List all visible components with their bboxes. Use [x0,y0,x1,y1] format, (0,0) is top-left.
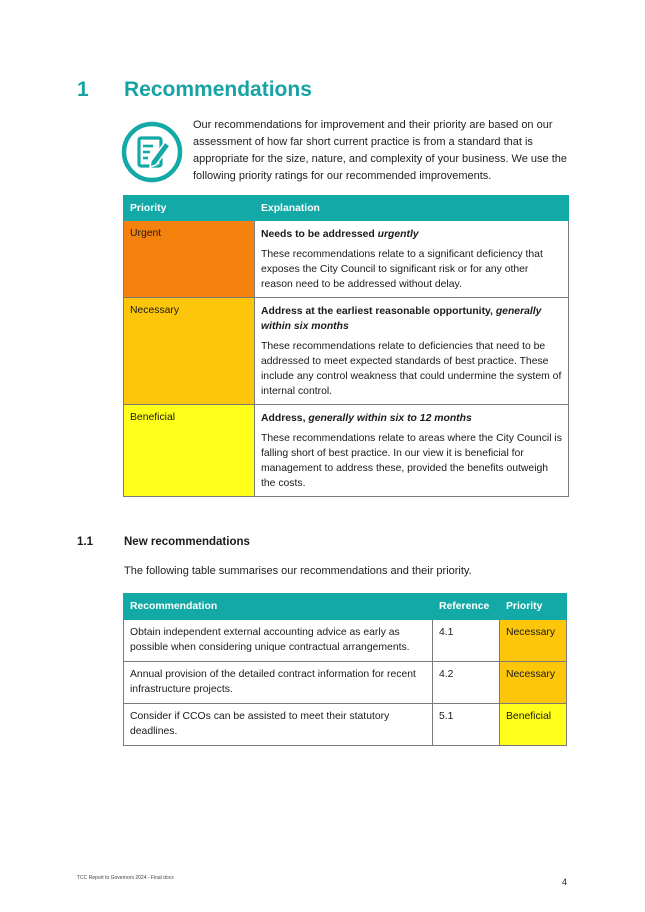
table-row [124,704,567,746]
priority-ratings-table [123,195,569,497]
recommendation-text: Consider if CCOs can be assisted to meet their statutory deadlines. [124,704,433,746]
explanation-text: These recommendations relate to deficiencies that need to be addressed to meet expected standards of best practice. These include any control weakness that could undermine the system of internal control. [261,341,562,397]
priority-cell-urgent: Urgent [124,221,255,298]
footer-document-name: TCC Report to Governors 2024 - Final docx [77,875,174,881]
explanation-heading: Address at the earliest reasonable opportunity, generally within six months [261,306,542,332]
table-row [124,298,569,405]
intro-paragraph: Our recommendations for improvement and their priority are based on our assessment of how far short current practice is from a standard that is appropriate for the size, nature, and complexity of your business. We use the following priority ratings for our recommended improvements. [193,119,567,182]
section-number: 1 [77,78,89,101]
priority-cell-necessary: Necessary [500,662,567,704]
page-number: 4 [562,877,568,887]
document-edit-icon [121,121,183,183]
table-row [124,405,569,497]
column-header: Recommendation [124,594,433,620]
table-row [124,221,569,298]
subsection-number: 1.1 [77,536,93,548]
reference-cell: 4.1 [433,620,500,662]
subsection-title: New recommendations [124,536,250,548]
explanation-cell [255,221,569,298]
priority-cell-necessary: Necessary [500,620,567,662]
table-header-row [124,196,569,221]
recommendations-table [123,593,567,746]
table-row [124,662,567,704]
section-title: Recommendations [124,78,312,101]
column-header: Reference [433,594,500,620]
reference-cell: 4.2 [433,662,500,704]
explanation-cell [255,298,569,405]
column-header: Priority [500,594,567,620]
explanation-text: These recommendations relate to areas where the City Council is falling short of best practice. In our view it is beneficial for management to address these, provided the benefits outweigh the costs. [261,433,562,489]
recommendation-text: Obtain independent external accounting advice as early as possible when considering unique contractual arrangements. [124,620,433,662]
explanation-heading: Address, generally within six to 12 months [261,413,472,424]
explanation-cell [255,405,569,497]
column-header: Priority [124,196,255,221]
explanation-heading: Needs to be addressed urgently [261,229,419,240]
table-header-row [124,594,567,620]
explanation-text: These recommendations relate to a significant deficiency that exposes the City Council to significant risk or for any other reason need to be addressed without delay. [261,249,543,290]
subsection-intro: The following table summarises our recommendations and their priority. [124,565,472,577]
column-header: Explanation [255,196,569,221]
priority-cell-necessary: Necessary [124,298,255,405]
recommendation-text: Annual provision of the detailed contract information for recent infrastructure projects. [124,662,433,704]
table-row [124,620,567,662]
reference-cell: 5.1 [433,704,500,746]
priority-cell-beneficial: Beneficial [124,405,255,497]
priority-cell-beneficial: Beneficial [500,704,567,746]
